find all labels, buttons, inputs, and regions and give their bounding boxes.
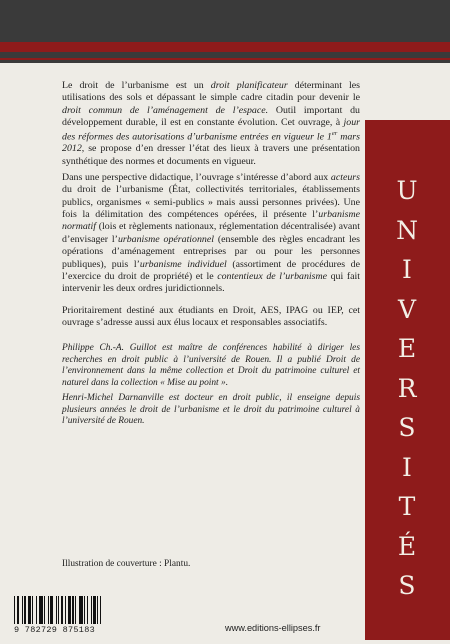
isbn-barcode — [14, 596, 102, 634]
spine-letter: S — [398, 571, 417, 600]
spine-letter: V — [397, 294, 418, 324]
paragraph-intro: Le droit de l’urbanisme est un droit planificateur déterminant les utilisations des sols et dépassant le simple cadre citadin pour devenir le droit commun de l’aménagement de l’espace. Outil important du développement durable, il est en constante évolution. Cet ouvrage, à jour des réformes des autorisations d’urbanisme entrées en vigueur le 1er mars 2012, se propose d’en dresser l’état des lieux à travers une présentation synthétique des normes et documents en vigueur. — [62, 80, 360, 167]
collection-name — [365, 178, 450, 598]
spine-letter: T — [398, 492, 417, 521]
paragraph-audience: Prioritairement destiné aux étudiants en Droit, AES, IPAG ou IEP, cet ouvrage s’adresse aussi aux élus locaux et responsables associatifs. — [62, 304, 360, 329]
top-dark-band — [0, 0, 450, 63]
spine-letter: É — [397, 531, 418, 561]
author-bio-darnanville: Henri-Michel Darnanville est docteur en droit public, il enseigne depuis plusieurs années le droit de l’urbanisme et le droit du patrimoine culturel à l’université de Rouen. — [62, 393, 360, 427]
paragraph-structure: Dans une perspective didactique, l’ouvrage s’intéresse d’abord aux acteurs du droit de l’urbanisme (État, collectivités territoriales, établissements publics, organismes « semi-publics » mais aussi personnes privées). Une fois la délimitation des compétences opérées, il présente l’urbanisme normatif (lois et règlements nationaux, réglementation décentralisée) avant d’envisager l’urbanisme opérationnel (ensemble des règles encadrant les opérations d’aménagement entreprises par ou pour les personnes publiques), puis l’urbanisme individuel (assortiment de procédures de l’exercice du droit de propriété) et le contentieux de l’urbanisme qui fait intervenir les deux ordres juridictionnels. — [62, 171, 360, 295]
author-bios — [62, 343, 360, 427]
spine-letter: I — [402, 452, 413, 482]
spine-letter: S — [398, 413, 417, 442]
cover-illustration-credit: Illustration de couverture : Plantu. — [62, 559, 191, 569]
author-bio-guillot: Philippe Ch.-A. Guillot est maître de conférences habilité à diriger les recherches en droit public à l’université de Rouen. Il a publié Droit de l’environnement dans la même collection et Droit du patrimoine culturel et naturel dans la collection « Mise au point ». — [62, 343, 360, 388]
back-cover-text — [62, 80, 360, 432]
spine-letter: I — [402, 255, 413, 284]
barcode-bars — [14, 596, 101, 624]
spine-letter: U — [396, 176, 419, 205]
spine-letter: R — [397, 373, 418, 403]
top-red-band — [0, 42, 450, 52]
spine-letter: E — [397, 334, 418, 363]
spine-letter: N — [396, 215, 419, 245]
publisher-website: www.editions-ellipses.fr — [225, 623, 321, 633]
top-red-rule — [0, 58, 450, 60]
barcode-number: 9 782729 875183 — [14, 625, 96, 635]
